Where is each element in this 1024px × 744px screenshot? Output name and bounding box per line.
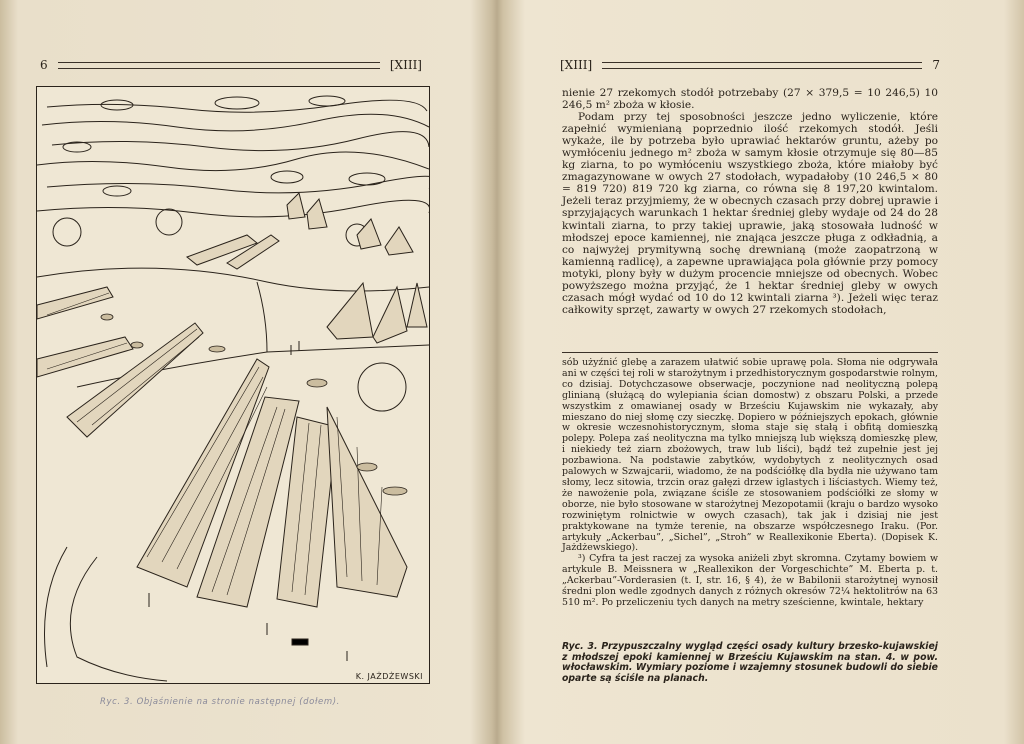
footnote-divider — [562, 352, 938, 353]
left-page-number: 6 — [40, 58, 48, 72]
illustrator-signature: K. JAŻDŻEWSKI — [355, 672, 423, 681]
header-rule — [58, 62, 380, 69]
left-figure-caption: Ryc. 3. Objaśnienie na stronie następnej (dołem). — [100, 697, 340, 707]
settlement-engraving-icon — [37, 87, 429, 683]
header-rule — [602, 62, 922, 69]
left-section-label: [XIII] — [389, 58, 422, 72]
paragraph: Podam przy tej sposobności jeszcze jedno wyliczenie, które zapełnić wymienianą poprzednio ilość rzekomych stodół. Jeśli wykaże, ile by potrzeba było uprawiać hektarów gruntu, ażeby po wymłóceniu jednego m² zboża w samym kłosie otrzymuje się 80—85 kg ziarna, to po wymłóceniu wszystkiego zboża, które miałoby być zmagazynowane w owych 27 stodołach, wypadałoby (10 246,5 × 80 = 819 720) 819 720 kg ziarna, co równa się 8 197,20 kwintalom. Jeżeli teraz przyjmiemy, że w obecnych czasach przy dobrej uprawie i sprzyjających warunkach 1 hektar średniej gleby wydaje od 24 do 28 kwintali ziarna, to przy takiej uprawie, jaką stosowała ludność w młodszej epoce kamiennej, nie znająca jeszcze pługa z odkładnią, a co najwyżej prymitywną sochę drewnianą (może zaopatrzoną w kamienną radlicę), a zapewne uprawiająca pola głównie przy pomocy motyki, plony były w dużym procencie mniejsze od obecnych. Wobec powyższego można przyjąć, że 1 hektar średniej gleby w owych czasach mógł wydać od 10 do 12 kwintali ziarna ³). Jeżeli więc teraz całkowity sprzęt, zawarty w owych 27 rzekomych stodołach, — [562, 111, 938, 316]
settlement-illustration — [36, 86, 430, 684]
right-page-number: 7 — [932, 58, 940, 72]
left-page-header — [40, 56, 422, 74]
footnote-text: ³) Cyfra ta jest raczej za wysoka aniżeli zbyt skromna. Czytamy bowiem w artykule B. Meissnera w „Reallexikon der Vorgeschichte” M. Eberta p. t. „Ackerbau”-Vorderasien (t. I, str. 16, § 4), że w Babilonii starożytnej wynosił średni plon wedle zgodnych danych z różnych okresów 72¼ hektolitrów na 63 510 m². Po przeliczeniu tych danych na metry sześcienne, kwintale, hektary — [562, 553, 938, 608]
right-section-label: [XIII] — [560, 58, 593, 72]
right-page — [500, 0, 1024, 744]
figure-caption: Ryc. 3. Przypuszczalny wygląd części osady kultury brzesko-kujawskiej z młodszej epoki kamiennej w Brześciu Kujawskim na stan. 4. w pow. włocławskim. Wymiary poziome i wzajemny stosunek budowli do siebie oparte są ściśle na planach. — [562, 641, 938, 684]
main-text — [562, 87, 938, 316]
paragraph: nienie 27 rzekomych stodół potrzebaby (27 × 379,5 = 10 246,5) 10 246,5 m² zboża w kłosie. — [562, 87, 938, 112]
footnotes — [562, 358, 938, 609]
left-page — [0, 0, 496, 744]
footnote-text: sób użyźnić glebę a zarazem ułatwić sobie uprawę pola. Słoma nie odgrywała ani w części tej roli w starożytnym i przedhistorycznym gospodarstwie rolnym, co dzisiaj. Dotychczasowe obserwacje, poczynione nad neolityczną polepą glinianą (służącą do wylepiania ścian domostw) z obszaru Polski, a przede wszystkim z omawianej osady w Brześciu Kujawskim nie wykazały, aby mieszano do niej słomę czy sieczkę. Dopiero w późniejszych epokach, głównie w okresie wczesnohistorycznym, słoma staje się stałą i obfitą domieszką polepy. Polepa zaś neolityczna ma tylko mniejszą lub większą domieszkę plew, i niekiedy też ziarn zbożowych, traw lub liści), bądź też zupełnie jest jej pozbawiona. Na podstawie zabytków, wydobytych z neolitycznych osad palowych w Szwajcarii, wiadomo, że na podściółkę dla bydła nie używano tam słomy, lecz sitowia, trzcin oraz gałęzi drzew iglastych i liściastych. Wiemy też, że nawożenie pola, związane ściśle ze stosowaniem podściółki ze słomy w oborze, nie było stosowane w starożytnej Mezopotamii (kraju o bardzo wysoko rozwiniętym rolnictwie w owych czasach), tak jak i dzisiaj nie jest praktykowane na tymże terenie, na obszarze współczesnego Iraku. (Por. artykuły „Ackerbau”, „Sichel”, „Stroh” w Reallexikonie Eberta). (Dopisek K. Jażdżewskiego). — [562, 357, 938, 554]
right-page-header — [560, 56, 940, 74]
